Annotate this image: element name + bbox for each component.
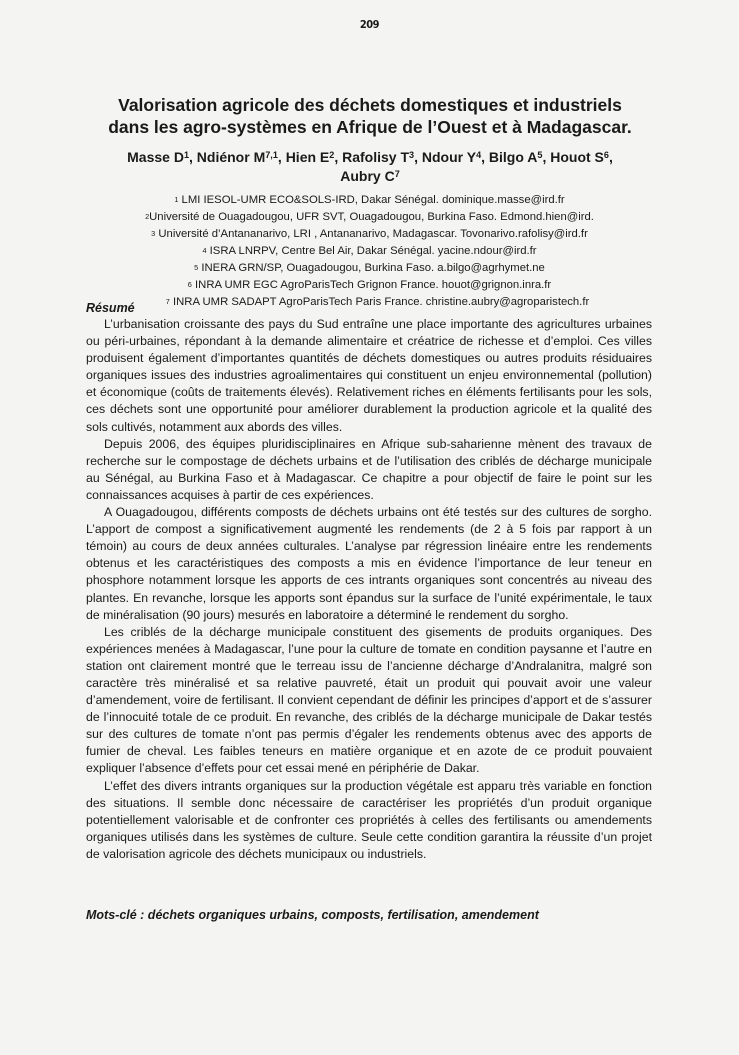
author-affil-num: 7 (394, 169, 400, 180)
affiliation-line (0, 192, 739, 209)
affiliation-text: LMI IESOL-UMR ECO&SOLS-IRD, Dakar Sénégal. dominique.masse@ird.fr (181, 194, 565, 206)
affiliation-num: 5 (194, 262, 199, 272)
paper-title (60, 94, 680, 138)
abstract-paragraph: Depuis 2006, des équipes pluridisciplinaires en Afrique sub-saharienne mènent des travaux de recherche sur le compostage de déchets urbains et de l’utilisation des criblés de décharge municipale au Sénégal, au Burkina Faso et à Madagascar. Ce chapitre a pour objectif de faire le point sur les connaissances acquises à partir de ces expériences. (86, 436, 652, 502)
author-name: Ndour Y (421, 149, 477, 165)
author-name: Hien E (285, 149, 330, 165)
keywords: Mots-clé : déchets organiques urbains, composts, fertilisation, amendement (86, 908, 539, 922)
author-affil-num: 4 (476, 150, 482, 161)
author-affil-num: 6 (603, 150, 609, 161)
affiliation-line (0, 260, 739, 277)
abstract-paragraph: Les criblés de la décharge municipale constituent des gisements de produits organiques. Des expériences menées à Madagascar, l’une pour la culture de tomate en condition paysanne et l’autre en station ont clairement montré que le terreau issu de l’ancienne décharge d’Andralanitra, malgré son caractère très minéralisé et sa relative pauvreté, était un produit qui pouvait avoir une valeur d’amendement, voire de fertilisant. Il convient cependant de définir les principes d’apport et de s’assurer de l’innocuité totale de ce produit. En revanche, des criblés de la décharge municipale de Dakar testés sur des cultures de tomate n’ont pas permis d’égaler les rendements obtenus avec des apports de fumier de cheval. Les faibles teneurs en matière organique et en azote de ce produit pouvaient expliquer l’absence d’effets pour cet essai mené en périphérie de Dakar. (86, 624, 652, 776)
author-name: Bilgo A (488, 149, 538, 165)
affiliation-num: 2 (145, 211, 150, 221)
abstract-heading: Résumé (86, 301, 135, 315)
author-name: Masse D (127, 149, 184, 165)
author-name: Houot S (550, 149, 604, 165)
title-line-1: Valorisation agricole des déchets domestiques et industriels (118, 95, 622, 115)
affiliation-text: Université d’Antananarivo, LRI , Antananarivo, Madagascar. Tovonarivo.rafolisy@ird.fr (158, 228, 588, 240)
author-affil-num: 1 (183, 150, 190, 161)
page-number: 209 (359, 18, 380, 31)
author-affil-num: 2 (329, 150, 335, 161)
affiliation-text: Université de Ouagadougou, UFR SVT, Ouagadougou, Burkina Faso. Edmond.hien@ird. (149, 211, 594, 223)
affiliation-num: 1 (174, 194, 179, 204)
affiliation-text: ISRA LNRPV, Centre Bel Air, Dakar Sénégal. yacine.ndour@ird.fr (209, 245, 537, 257)
author-affil-num: 5 (537, 150, 543, 161)
abstract-paragraph: L’urbanisation croissante des pays du Sud entraîne une place importante des agricultures urbaines ou péri-urbaines, répondant à la demande alimentaire et créatrice de richesse et d’emploi. Ces villes produisent également d’importantes quantités de déchets domestiques ou autres produits résiduaires organiques issues des industries agroalimentaires qui constituent un enjeu environnemental (pollution) et économique (coûts de traitements élevés). Relativement riches en éléments fertilisants pour les sols, ces déchets sont une opportunité pour améliorer durablement la production agricole et la qualité des sols cultivés, notamment aux abords des villes. (86, 317, 652, 434)
author-affil-num: 7,1 (265, 150, 278, 161)
author-name: Aubry C (340, 168, 395, 184)
affiliation-num: 3 (151, 228, 156, 238)
affiliation-num: 6 (187, 279, 192, 289)
abstract-body (86, 316, 652, 863)
affiliation-num: 7 (165, 296, 170, 306)
affiliation-line (0, 209, 739, 226)
affiliation-text: INRA UMR EGC AgroParisTech Grignon France. houot@grignon.inra.fr (195, 279, 552, 291)
affiliation-line (0, 277, 739, 294)
abstract-paragraph: A Ouagadougou, différents composts de déchets urbains ont été testés sur des cultures de sorgho. L’apport de compost a significativement augmenté les rendements (de 2 à 5 fois par rapport à un témoin) au cours de deux années culturales. L’analyse par régression linéaire entre les rendements obtenus et les caractéristiques des composts a mis en évidence l’importance de leur teneur en phosphore notamment lorsque les apports de ces intrants organiques sont concentrés au niveau des plantes. En revanche, lorsque les apports sont épandus sur la surface de l’unité expérimentale, le taux de minéralisation (90 jours) mesurés en laboratoire a déterminé le rendement du sorgho. (86, 505, 652, 622)
affiliation-num: 4 (202, 245, 207, 255)
abstract-paragraph: L’effet des divers intrants organiques sur la production végétale est apparu très variable en fonction des situations. Il semble donc nécessaire de caractériser les propriétés d’un produit organique potentiellement valorisable et de confronter ces propriétés à celles des fertilisants ou amendements organiques utilisés dans les systèmes de culture. Seule cette condition garantira la réussite d’un projet de valorisation agricole des déchets municipaux ou industriels. (86, 778, 652, 861)
author-name: Ndiénor M (196, 149, 266, 165)
author-list: Masse $D^1$, Ndiénor M$^{7,1}$, Hien $E^2$, Rafolisy $T^3$, Ndour $Y^4$, Bilgo $A^5$, Houot $S^6$, Aubry $C^7$ (127, 149, 613, 184)
affiliation-line (0, 226, 739, 243)
affiliation-text: INRA UMR SADAPT AgroParisTech Paris France. christine.aubry@agroparistech.fr (173, 296, 590, 308)
title-line-2: dans les agro-systèmes en Afrique de l’Ouest et à Madagascar. (108, 117, 632, 137)
author-name: Rafolisy T (342, 149, 410, 165)
affiliation-text: INERA GRN/SP, Ouagadougou, Burkina Faso. a.bilgo@agrhymet.ne (201, 262, 545, 274)
affiliation-line (0, 243, 739, 260)
author-affil-num: 3 (409, 150, 415, 161)
